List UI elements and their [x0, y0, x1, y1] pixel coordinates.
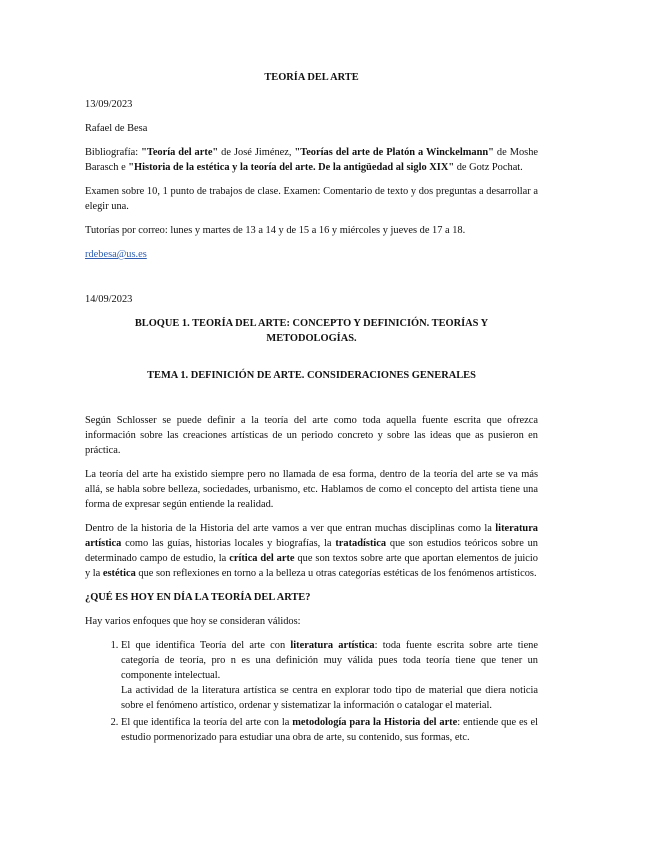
p3-bold-3: crítica del arte [229, 553, 295, 564]
document-title: TEORÍA DEL ARTE [264, 72, 359, 83]
date-2: 14/09/2023 [85, 294, 133, 305]
date-1: 13/09/2023 [85, 99, 133, 110]
item2-bold: metodología para la Historia del arte [292, 717, 458, 728]
item1-extra: La actividad de la literatura artística se centra en explorar todo tipo de material que diera noticia sobre el fenómeno artístico, ordenar y sistematizar la información o catalogar el material. [121, 685, 538, 711]
item1-bold: literatura artística [290, 640, 375, 651]
list-item [121, 638, 538, 713]
bibliography-label: Bibliografía: [85, 147, 142, 158]
paragraph-2: La teoría del arte ha existido siempre pero no llamada de esa forma, dentro de la teoría del arte se va más allá, se habla sobre belleza, sociedades, urbanismo, etc. Hablamos de como el concepto del artista tiene una forma de expresar según entiende la realidad. [85, 469, 538, 510]
p3-text-5: que son reflexiones en torno a la belleza u otras categorías estéticas de los fenómenos artísticos. [135, 568, 537, 579]
item1-text-1: El que identifica Teoría del arte con [121, 640, 291, 651]
bibliography-text-1: de José Jiménez, [218, 147, 295, 158]
approaches-list [85, 638, 538, 745]
p3-bold-1: literatura artística [85, 523, 538, 549]
p3-bold-2: tratadística [335, 538, 387, 549]
bibliography-title-1: "Teoría del arte" [141, 147, 219, 158]
section-question-heading: ¿QUÉ ES HOY EN DÍA LA TEORÍA DEL ARTE? [85, 592, 311, 603]
p3-text-4: que son textos sobre arte que aportan elementos de juicio y la [85, 553, 538, 579]
bibliography-text-2: de Moshe Barasch e [85, 147, 538, 173]
p3-text-2: como las guías, historias locales y biografías, la [121, 538, 336, 549]
paragraph-3 [85, 521, 538, 581]
p3-text-1: Dentro de la historia de la Historia del arte vamos a ver que entran muchas disciplinas como la [85, 523, 496, 534]
list-intro: Hay varios enfoques que hoy se consideran válidos: [85, 616, 301, 627]
email-link[interactable]: rdebesa@us.es [85, 249, 147, 260]
bibliography-text-3: de Gotz Pochat. [454, 162, 523, 173]
list-item [121, 715, 538, 745]
p3-bold-4: estética [102, 568, 136, 579]
author-name: Rafael de Besa [85, 123, 148, 134]
bibliography-title-3: "Historia de la estética y la teoría del arte. De la antigüedad al siglo XIX" [128, 162, 455, 173]
bibliography [85, 145, 538, 175]
paragraph-1: Según Schlosser se puede definir a la teoría del arte como toda aquella fuente escrita que ofrezca información sobre las creaciones artísticas de un periodo concreto y sobre las ideas que as pusieron en práctica. [85, 415, 538, 456]
bibliography-title-2: "Teorías del arte de Platón a Winckelmann" [294, 147, 494, 158]
exam-info: Examen sobre 10, 1 punto de trabajos de clase. Examen: Comentario de texto y dos preguntas a desarrollar a elegir una. [85, 186, 538, 212]
item1-text-2: : toda fuente escrita sobre arte tiene categoría de teoría, pro n es una definición muy válida pues toda teoría tiene que tener un componente intelectual. [121, 640, 538, 681]
topic-heading: TEMA 1. DEFINICIÓN DE ARTE. CONSIDERACIONES GENERALES [147, 370, 476, 381]
tutoring-info: Tutorías por correo: lunes y martes de 13 a 14 y de 15 a 16 y miércoles y jueves de 17 a 18. [85, 225, 466, 236]
item2-text-1: El que identifica la teoría del arte con la [121, 717, 293, 728]
email-paragraph [85, 247, 538, 262]
item2-text-2: : entiende que es el estudio pormenorizado para estudiar una obra de arte, su contenido, sus formas, etc. [121, 717, 538, 743]
p3-text-3: que son estudios teóricos sobre un determinado campo de estudio, la [85, 538, 538, 564]
block-heading: BLOQUE 1. TEORÍA DEL ARTE: CONCEPTO Y DEFINICIÓN. TEORÍAS Y METODOLOGÍAS. [134, 318, 489, 344]
